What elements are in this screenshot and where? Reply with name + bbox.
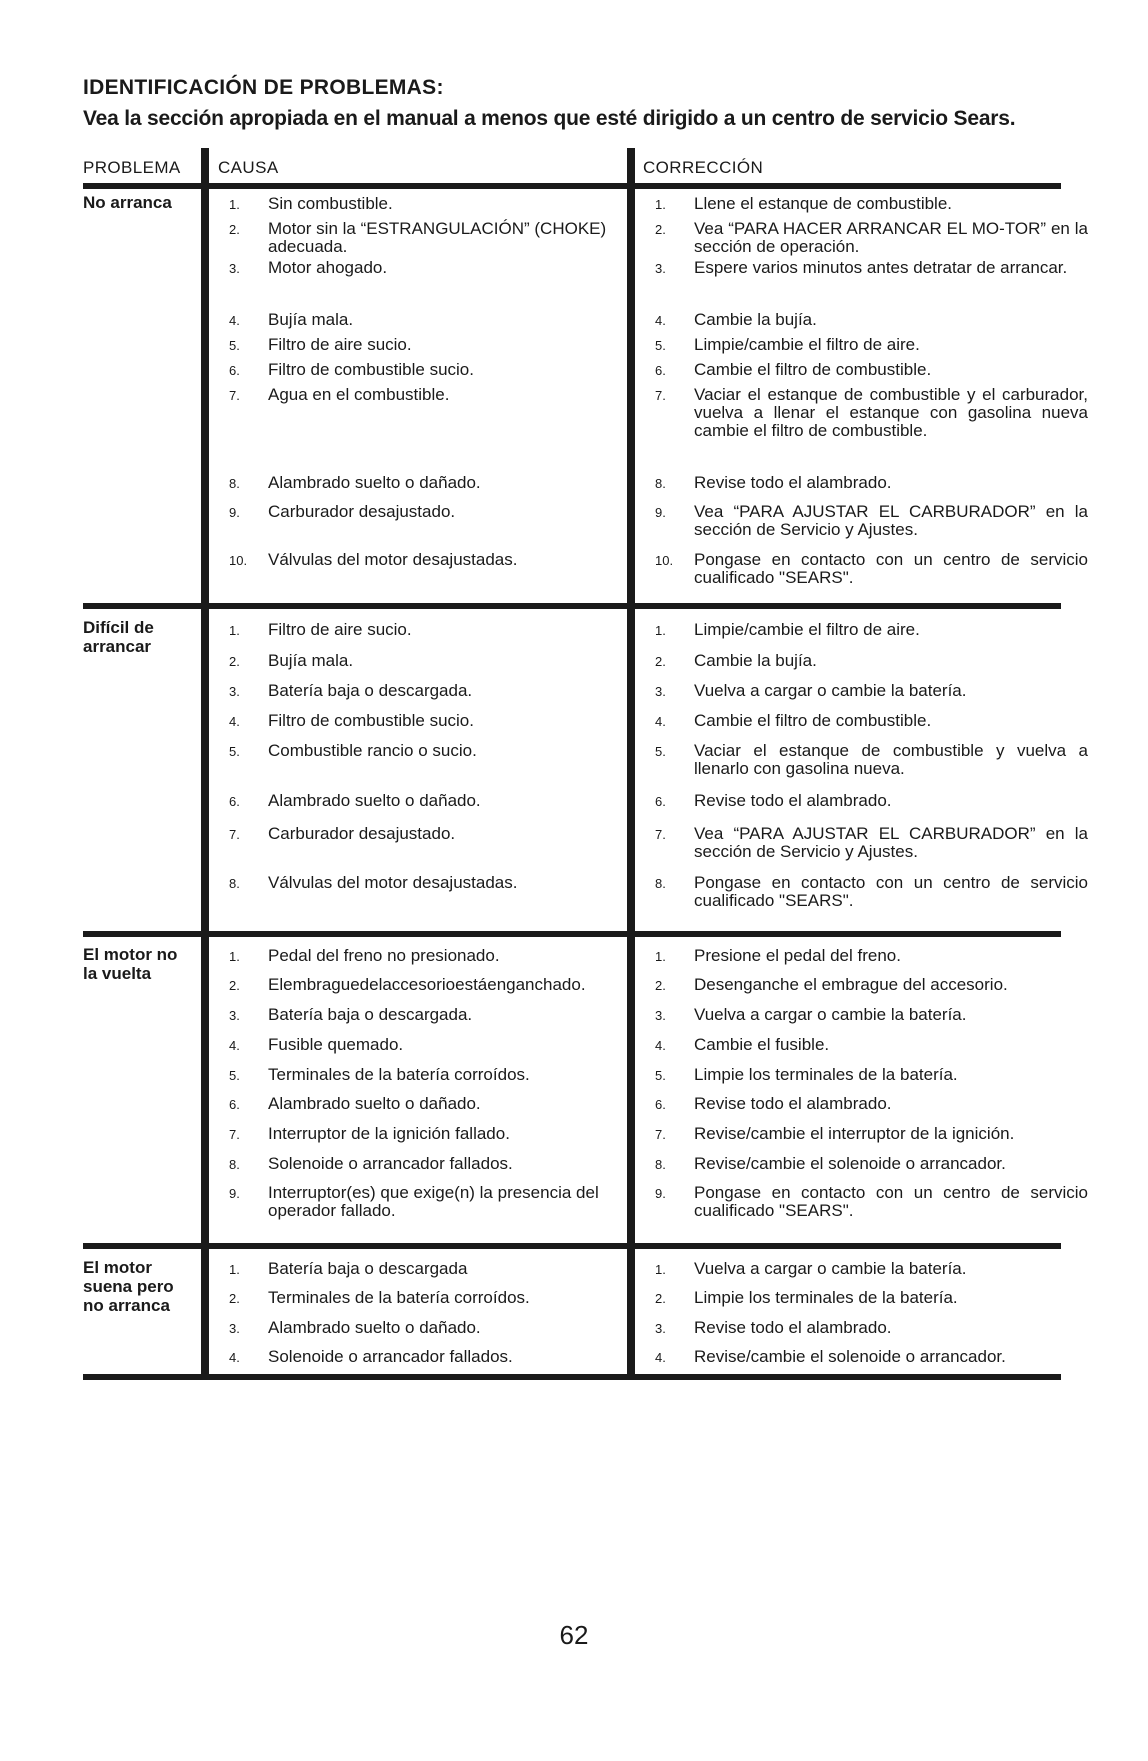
item-number: 5.: [655, 1068, 666, 1083]
item-number: 6.: [229, 363, 240, 378]
cause-item-text: Interruptor de la ignición fallado.: [268, 1124, 510, 1143]
correction-item-text: Pongase en contacto con un centro de servicio cualificado "SEARS".: [694, 550, 1088, 587]
cause-item-text: Motor ahogado.: [268, 258, 388, 277]
correction-item-text: Vea “PARA AJUSTAR EL CARBURADOR” en la sección de Servicio y Ajustes.: [694, 824, 1088, 861]
cause-item-text: Motor sin la “ESTRANGULACIÓN” (CHOKE) adecuada.: [268, 219, 607, 256]
header-rule: [83, 183, 1061, 189]
cause-item-text: Interruptor(es) que exige(n) la presencia del operador fallado.: [268, 1183, 599, 1220]
item-number: 5.: [229, 744, 240, 759]
cause-item-text: Solenoide o arrancador fallados.: [268, 1347, 513, 1366]
cause-item-text: Combustible rancio o sucio.: [268, 741, 477, 760]
cause-item-text: Fusible quemado.: [268, 1035, 404, 1054]
correction-item-text: Vaciar el estanque de combustible y el carburador, vuelva a llenar el estanque con gasolina nueva cambie el filtro de combustible.: [694, 385, 1088, 440]
correction-item-text: Vuelva a cargar o cambie la batería.: [694, 681, 967, 700]
item-number: 2.: [229, 222, 240, 237]
correction-item-text: Revise todo el alambrado.: [694, 473, 892, 492]
item-number: 1.: [655, 1262, 666, 1277]
cause-item-text: Sin combustible.: [268, 194, 393, 213]
item-number: 8.: [655, 1157, 666, 1172]
item-number: 2.: [655, 222, 666, 237]
item-number: 7.: [229, 827, 240, 842]
cause-item-text: Agua en el combustible.: [268, 385, 450, 404]
cause-item-text: Válvulas del motor desajustadas.: [268, 873, 518, 892]
cause-item-text: Batería baja o descargada.: [268, 681, 473, 700]
item-number: 4.: [229, 714, 240, 729]
correction-item-text: Cambie la bujía.: [694, 310, 817, 329]
column-divider-left: [201, 148, 209, 1380]
item-number: 3.: [655, 1321, 666, 1336]
item-number: 7.: [229, 388, 240, 403]
item-number: 3.: [655, 684, 666, 699]
item-number: 2.: [655, 654, 666, 669]
correction-item-text: Vuelva a cargar o cambie la batería.: [694, 1005, 967, 1024]
item-number: 3.: [229, 684, 240, 699]
item-number: 10.: [655, 553, 674, 568]
correction-item-text: Pongase en contacto con un centro de servicio cualificado "SEARS".: [694, 873, 1088, 910]
section-rule-2: [83, 931, 1061, 937]
correction-item-text: Revise/cambie el interruptor de la ignición.: [694, 1124, 1015, 1143]
item-number: 1.: [229, 197, 240, 212]
item-number: 1.: [655, 197, 666, 212]
section-rule-1: [83, 603, 1061, 609]
item-number: 3.: [655, 261, 666, 276]
correction-item-text: Vea “PARA AJUSTAR EL CARBURADOR” en la sección de Servicio y Ajustes.: [694, 502, 1088, 539]
correction-item-text: Pongase en contacto con un centro de servicio cualificado "SEARS".: [694, 1183, 1088, 1220]
correction-item-text: Limpie/cambie el filtro de aire.: [694, 335, 920, 354]
problem-label: Difícil de arrancar: [83, 618, 154, 656]
item-number: 9.: [229, 505, 240, 520]
cause-item-text: Solenoide o arrancador fallados.: [268, 1154, 513, 1173]
item-number: 9.: [655, 1186, 666, 1201]
item-number: 4.: [655, 714, 666, 729]
correction-item-text: Vaciar el estanque de combustible y vuelva a llenarlo con gasolina nueva.: [694, 741, 1088, 778]
item-number: 6.: [655, 794, 666, 809]
correction-item-text: Limpie los terminales de la batería.: [694, 1288, 958, 1307]
correction-item-text: Vuelva a cargar o cambie la batería.: [694, 1259, 967, 1278]
cause-item-text: Válvulas del motor desajustadas.: [268, 550, 518, 569]
item-number: 1.: [229, 623, 240, 638]
correction-item-text: Revise todo el alambrado.: [694, 1318, 892, 1337]
page-subtitle: Vea la sección apropiada en el manual a menos que esté dirigido a un centro de servicio Sears.: [83, 107, 1016, 130]
correction-item-text: Revise todo el alambrado.: [694, 791, 892, 810]
item-number: 3.: [229, 261, 240, 276]
correction-item-text: Desenganche el embrague del accesorio.: [694, 975, 1008, 994]
cause-item-text: Filtro de combustible sucio.: [268, 711, 474, 730]
correction-item-text: Espere varios minutos antes detratar de arrancar.: [694, 258, 1068, 277]
cause-item-text: Batería baja o descargada: [268, 1259, 468, 1278]
correction-item-text: Cambie la bujía.: [694, 651, 817, 670]
item-number: 7.: [655, 1127, 666, 1142]
item-number: 9.: [229, 1186, 240, 1201]
correction-item-text: Limpie los terminales de la batería.: [694, 1065, 958, 1084]
item-number: 7.: [655, 827, 666, 842]
cause-item-text: Terminales de la batería corroídos.: [268, 1065, 530, 1084]
column-header-problem: PROBLEMA: [83, 158, 181, 177]
item-number: 1.: [229, 1262, 240, 1277]
correction-item-text: Llene el estanque de combustible.: [694, 194, 953, 213]
correction-item-text: Vea “PARA HACER ARRANCAR EL MO-TOR” en la sección de operación.: [694, 219, 1088, 256]
item-number: 8.: [229, 476, 240, 491]
item-number: 7.: [229, 1127, 240, 1142]
item-number: 1.: [655, 949, 666, 964]
correction-item-text: Presione el pedal del freno.: [694, 946, 901, 965]
item-number: 8.: [655, 476, 666, 491]
item-number: 4.: [229, 1350, 240, 1365]
correction-item-text: Cambie el filtro de combustible.: [694, 360, 932, 379]
item-number: 2.: [655, 978, 666, 993]
cause-item-text: Terminales de la batería corroídos.: [268, 1288, 530, 1307]
item-number: 6.: [229, 794, 240, 809]
item-number: 1.: [655, 623, 666, 638]
item-number: 6.: [229, 1097, 240, 1112]
cause-item-text: Elembraguedelaccesorioestáenganchado.: [268, 975, 586, 994]
cause-item-text: Alambrado suelto o dañado.: [268, 473, 481, 492]
item-number: 2.: [229, 654, 240, 669]
problem-label: No arranca: [83, 193, 172, 212]
item-number: 4.: [655, 1038, 666, 1053]
section-rule-3: [83, 1243, 1061, 1249]
cause-item-text: Bujía mala.: [268, 651, 354, 670]
item-number: 9.: [655, 505, 666, 520]
column-header-cause: CAUSA: [218, 158, 279, 177]
cause-item-text: Pedal del freno no presionado.: [268, 946, 500, 965]
item-number: 1.: [229, 949, 240, 964]
item-number: 8.: [229, 1157, 240, 1172]
problem-label: El motor no la vuelta: [83, 945, 178, 983]
cause-item-text: Filtro de combustible sucio.: [268, 360, 474, 379]
item-number: 4.: [229, 313, 240, 328]
cause-item-text: Filtro de aire sucio.: [268, 620, 412, 639]
item-number: 5.: [229, 1068, 240, 1083]
correction-item-text: Cambie el fusible.: [694, 1035, 830, 1054]
table-bottom-rule: [83, 1374, 1061, 1380]
cause-item-text: Carburador desajustado.: [268, 502, 456, 521]
cause-item-text: Filtro de aire sucio.: [268, 335, 412, 354]
correction-item-text: Cambie el filtro de combustible.: [694, 711, 932, 730]
item-number: 8.: [655, 876, 666, 891]
item-number: 10.: [229, 553, 248, 568]
cause-item-text: Carburador desajustado.: [268, 824, 456, 843]
cause-item-text: Bujía mala.: [268, 310, 354, 329]
correction-item-text: Revise todo el alambrado.: [694, 1094, 892, 1113]
item-number: 6.: [655, 1097, 666, 1112]
item-number: 2.: [655, 1291, 666, 1306]
cause-item-text: Alambrado suelto o dañado.: [268, 1318, 481, 1337]
correction-item-text: Limpie/cambie el filtro de aire.: [694, 620, 920, 639]
item-number: 4.: [229, 1038, 240, 1053]
item-number: 3.: [229, 1321, 240, 1336]
item-number: 6.: [655, 363, 666, 378]
column-header-correction: CORRECCIÓN: [643, 158, 764, 177]
item-number: 5.: [655, 744, 666, 759]
cause-item-text: Batería baja o descargada.: [268, 1005, 473, 1024]
correction-item-text: Revise/cambie el solenoide o arrancador.: [694, 1347, 1006, 1366]
item-number: 5.: [655, 338, 666, 353]
item-number: 2.: [229, 978, 240, 993]
problem-label: El motor suena pero no arranca: [83, 1258, 174, 1315]
item-number: 3.: [655, 1008, 666, 1023]
item-number: 4.: [655, 1350, 666, 1365]
page-number: 62: [559, 1620, 589, 1650]
page-title: IDENTIFICACIÓN DE PROBLEMAS:: [83, 76, 444, 99]
item-number: 2.: [229, 1291, 240, 1306]
item-number: 8.: [229, 876, 240, 891]
cause-item-text: Alambrado suelto o dañado.: [268, 1094, 481, 1113]
correction-item-text: Revise/cambie el solenoide o arrancador.: [694, 1154, 1006, 1173]
item-number: 3.: [229, 1008, 240, 1023]
cause-item-text: Alambrado suelto o dañado.: [268, 791, 481, 810]
item-number: 5.: [229, 338, 240, 353]
item-number: 4.: [655, 313, 666, 328]
item-number: 7.: [655, 388, 666, 403]
